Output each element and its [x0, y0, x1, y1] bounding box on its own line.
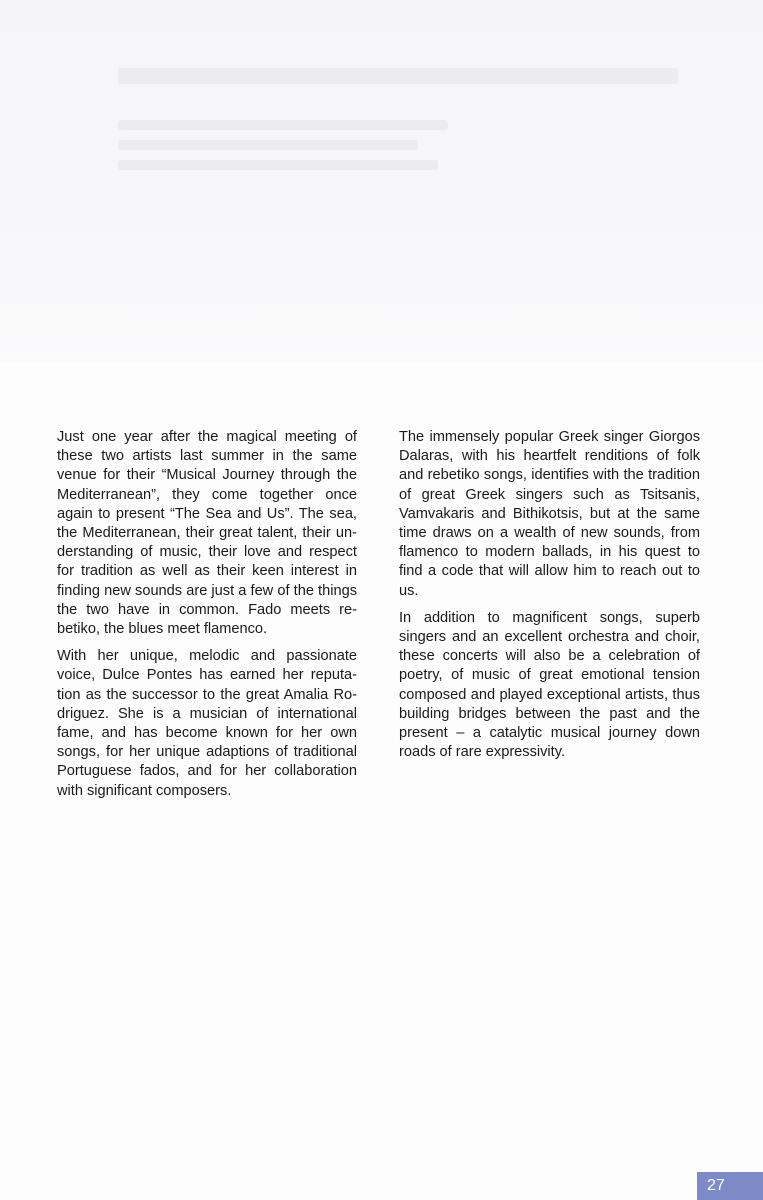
show-through-heading: [118, 68, 678, 84]
right-column: [399, 428, 700, 770]
paragraph: With her unique, melodic and passionate voice, Dulce Pontes has earned her reputation as the successor to the great Amalia Rodriguez. She is a musician of international fame, and has become known for her own songs, for her unique adaptions of traditional Portuguese fados, and for her collaboration with significant composers.: [57, 648, 357, 799]
left-column: [57, 428, 357, 809]
paragraph: In addition to magnificent songs, superb singers and an excellent orchestra and choir, these concerts will also be a celebration of poetry, of music of great emotional tension composed and played exceptional artists, thus building bridges between the past and the present – a catalytic musical journey down roads of rare expressivity.: [399, 609, 700, 761]
paragraph: The immensely popular Greek singer Giorgos Dalaras, with his heartfelt renditions of folk and rebetiko songs, identifies with the tradition of great Greek singers such as Tsitsanis, Vamvakaris and Bithikotsis, but at the same time draws on a wealth of new sounds, from flamenco to modern ballads, in his quest to find a code that will allow him to reach out to us.: [399, 429, 700, 599]
show-through-band: [0, 0, 763, 362]
paragraph: Just one year after the magical meeting of these two artists last summer in the same venue for their “Musical Journey through the Mediterranean”, they come together once again to present “The Sea and Us”. The sea, the Mediterranean, their great talent, their understanding of music, their love and respect for tradition as well as their keen interest in finding new sounds are just a few of the things the two have in common. Fado meets rebetiko, the blues meet flamenco.: [57, 429, 357, 638]
show-through-line: [118, 120, 448, 130]
show-through-line: [118, 140, 418, 150]
show-through-line: [118, 160, 438, 170]
page-number: 27: [697, 1172, 763, 1200]
